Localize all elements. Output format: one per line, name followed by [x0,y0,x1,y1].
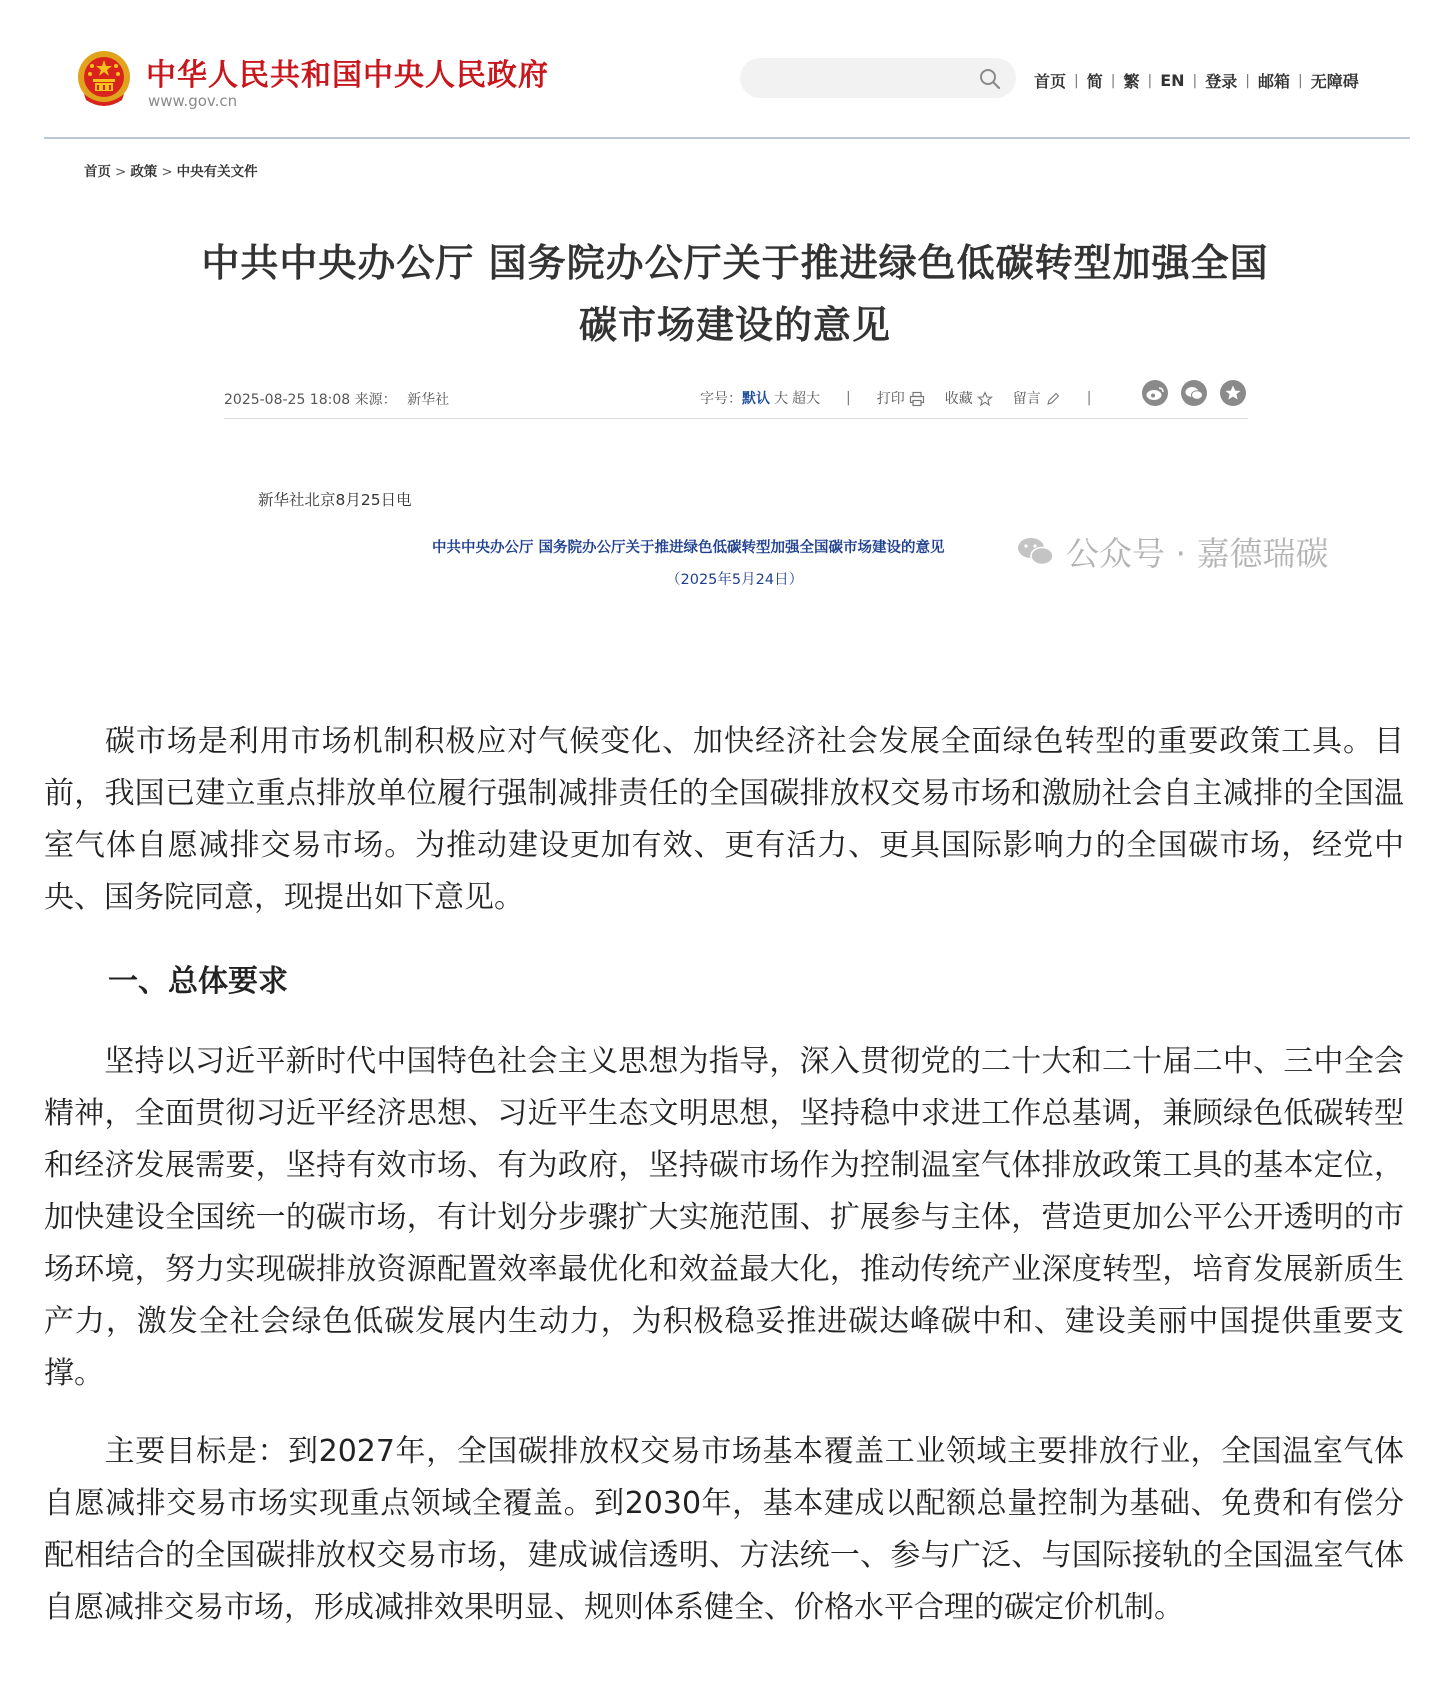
article-tools [700,388,1117,408]
wechat-icon[interactable] [1181,380,1207,406]
breadcrumb-separator: > [161,164,173,180]
star-icon [977,391,993,407]
comment-button[interactable] [1013,388,1061,408]
nav-separator: | [1110,72,1116,89]
breadcrumb [84,160,258,180]
watermark-text: 公众号 · 嘉德瑞碳 [1066,534,1329,573]
printer-icon [909,391,925,407]
wechat-watermark-icon [1016,535,1056,569]
search-input[interactable] [740,58,1016,98]
nav-simplified[interactable]: 简 [1086,72,1103,91]
publish-date: 2025-08-25 18:08 [224,392,351,408]
comment-label: 留言 [1012,391,1041,407]
section-heading: 一、总体要求 [108,964,288,999]
page-title: 中共中央办公厅 国务院办公厅关于推进绿色低碳转型加强全国碳市场建设的意见 [201,241,1269,347]
search-icon[interactable] [978,67,1002,91]
meta-divider [224,418,1248,419]
breadcrumb-policy[interactable]: 政策 [130,164,158,180]
nav-separator: | [1245,72,1250,89]
document-title-link[interactable]: 中共中央办公厅 国务院办公厅关于推进绿色低碳转型加强全国碳市场建设的意见 [432,540,945,556]
favorite-label: 收藏 [944,391,973,407]
weibo-icon[interactable] [1142,380,1168,406]
tools-separator: | [1086,390,1092,406]
pencil-icon [1045,391,1061,407]
print-button[interactable] [877,388,925,408]
nav-accessibility[interactable]: 无障碍 [1310,72,1359,91]
tools-separator: | [846,390,851,406]
nav-separator: | [1298,72,1303,89]
body-paragraph: 坚持以习近平新时代中国特色社会主义思想为指导，深入贯彻党的二十大和二十届二中、三中全会精神，全面贯彻习近平经济思想、习近平生态文明思想，坚持稳中求进工作总基调，兼顾绿色低碳转型和经济发展需要，坚持有效市场、有为政府，坚持碳市场作为控制温室气体排放政策工具的基本定位，加快建设全国统一的碳市场，有计划分步骤扩大实施范围、扩展参与主体，营造更加公平公开透明的市场环境，努力实现碳排放资源配置效率最优化和效益最大化，推动传统产业深度转型，培育发展新质生产力，激发全社会绿色低碳发展内生动力，为积极稳妥推进碳达峰碳中和、建设美丽中国提供重要支撑。 [44,1044,1404,1391]
font-size-default[interactable]: 默认 [742,391,770,407]
breadcrumb-central-documents[interactable]: 中央有关文件 [176,164,258,180]
print-label: 打印 [876,391,905,407]
breadcrumb-home[interactable]: 首页 [84,164,111,180]
breadcrumb-separator: > [115,164,127,180]
body-paragraph: 主要目标是：到2027年，全国碳排放权交易市场基本覆盖工业领域主要排放行业，全国温室气体自愿减排交易市场实现重点领域全覆盖。到2030年，基本建成以配额总量控制为基础、免费和有偿分配相结合的全国碳排放权交易市场，建成诚信透明、方法统一、参与广泛、与国际接轨的全国温室气体自愿减排交易市场，形成减排效果明显、规则体系健全、价格水平合理的碳定价机制。 [44,1434,1404,1625]
national-emblem-logo[interactable] [76,50,132,112]
font-size-label: 字号： [700,391,742,407]
share-icons [1142,380,1246,406]
nav-separator: | [1074,72,1079,89]
font-size-large[interactable]: 大 [774,391,788,407]
qzone-icon[interactable] [1220,380,1246,406]
site-domain: www.gov.cn [148,92,238,110]
font-size-extra-large[interactable]: 超大 [792,391,820,407]
nav-separator: | [1147,72,1153,89]
nav-separator: | [1192,72,1198,89]
document-date: （2025年5月24日） [666,572,804,588]
dateline: 新华社北京8月25日电 [258,491,412,509]
nav-traditional[interactable]: 繁 [1123,72,1140,91]
top-nav [1034,69,1359,92]
nav-mailbox[interactable]: 邮箱 [1257,72,1290,91]
nav-login[interactable]: 登录 [1205,72,1238,91]
nav-english[interactable]: EN [1160,71,1185,90]
source-label: 来源： [354,392,397,408]
source-name: 新华社 [407,392,450,408]
watermark [1016,528,1328,575]
site-name[interactable]: 中华人民共和国中央人民政府 [146,58,549,93]
nav-home[interactable]: 首页 [1034,72,1067,91]
article-meta [224,389,449,409]
body-paragraph: 碳市场是利用市场机制积极应对气候变化、加快经济社会发展全面绿色转型的重要政策工具。目前，我国已建立重点排放单位履行强制减排责任的全国碳排放权交易市场和激励社会自主减排的全国温室气体自愿减排交易市场。为推动建设更加有效、更有活力、更具国际影响力的全国碳市场，经党中央、国务院同意，现提出如下意见。 [44,724,1404,915]
header-divider [44,137,1410,139]
favorite-button[interactable] [945,388,993,408]
